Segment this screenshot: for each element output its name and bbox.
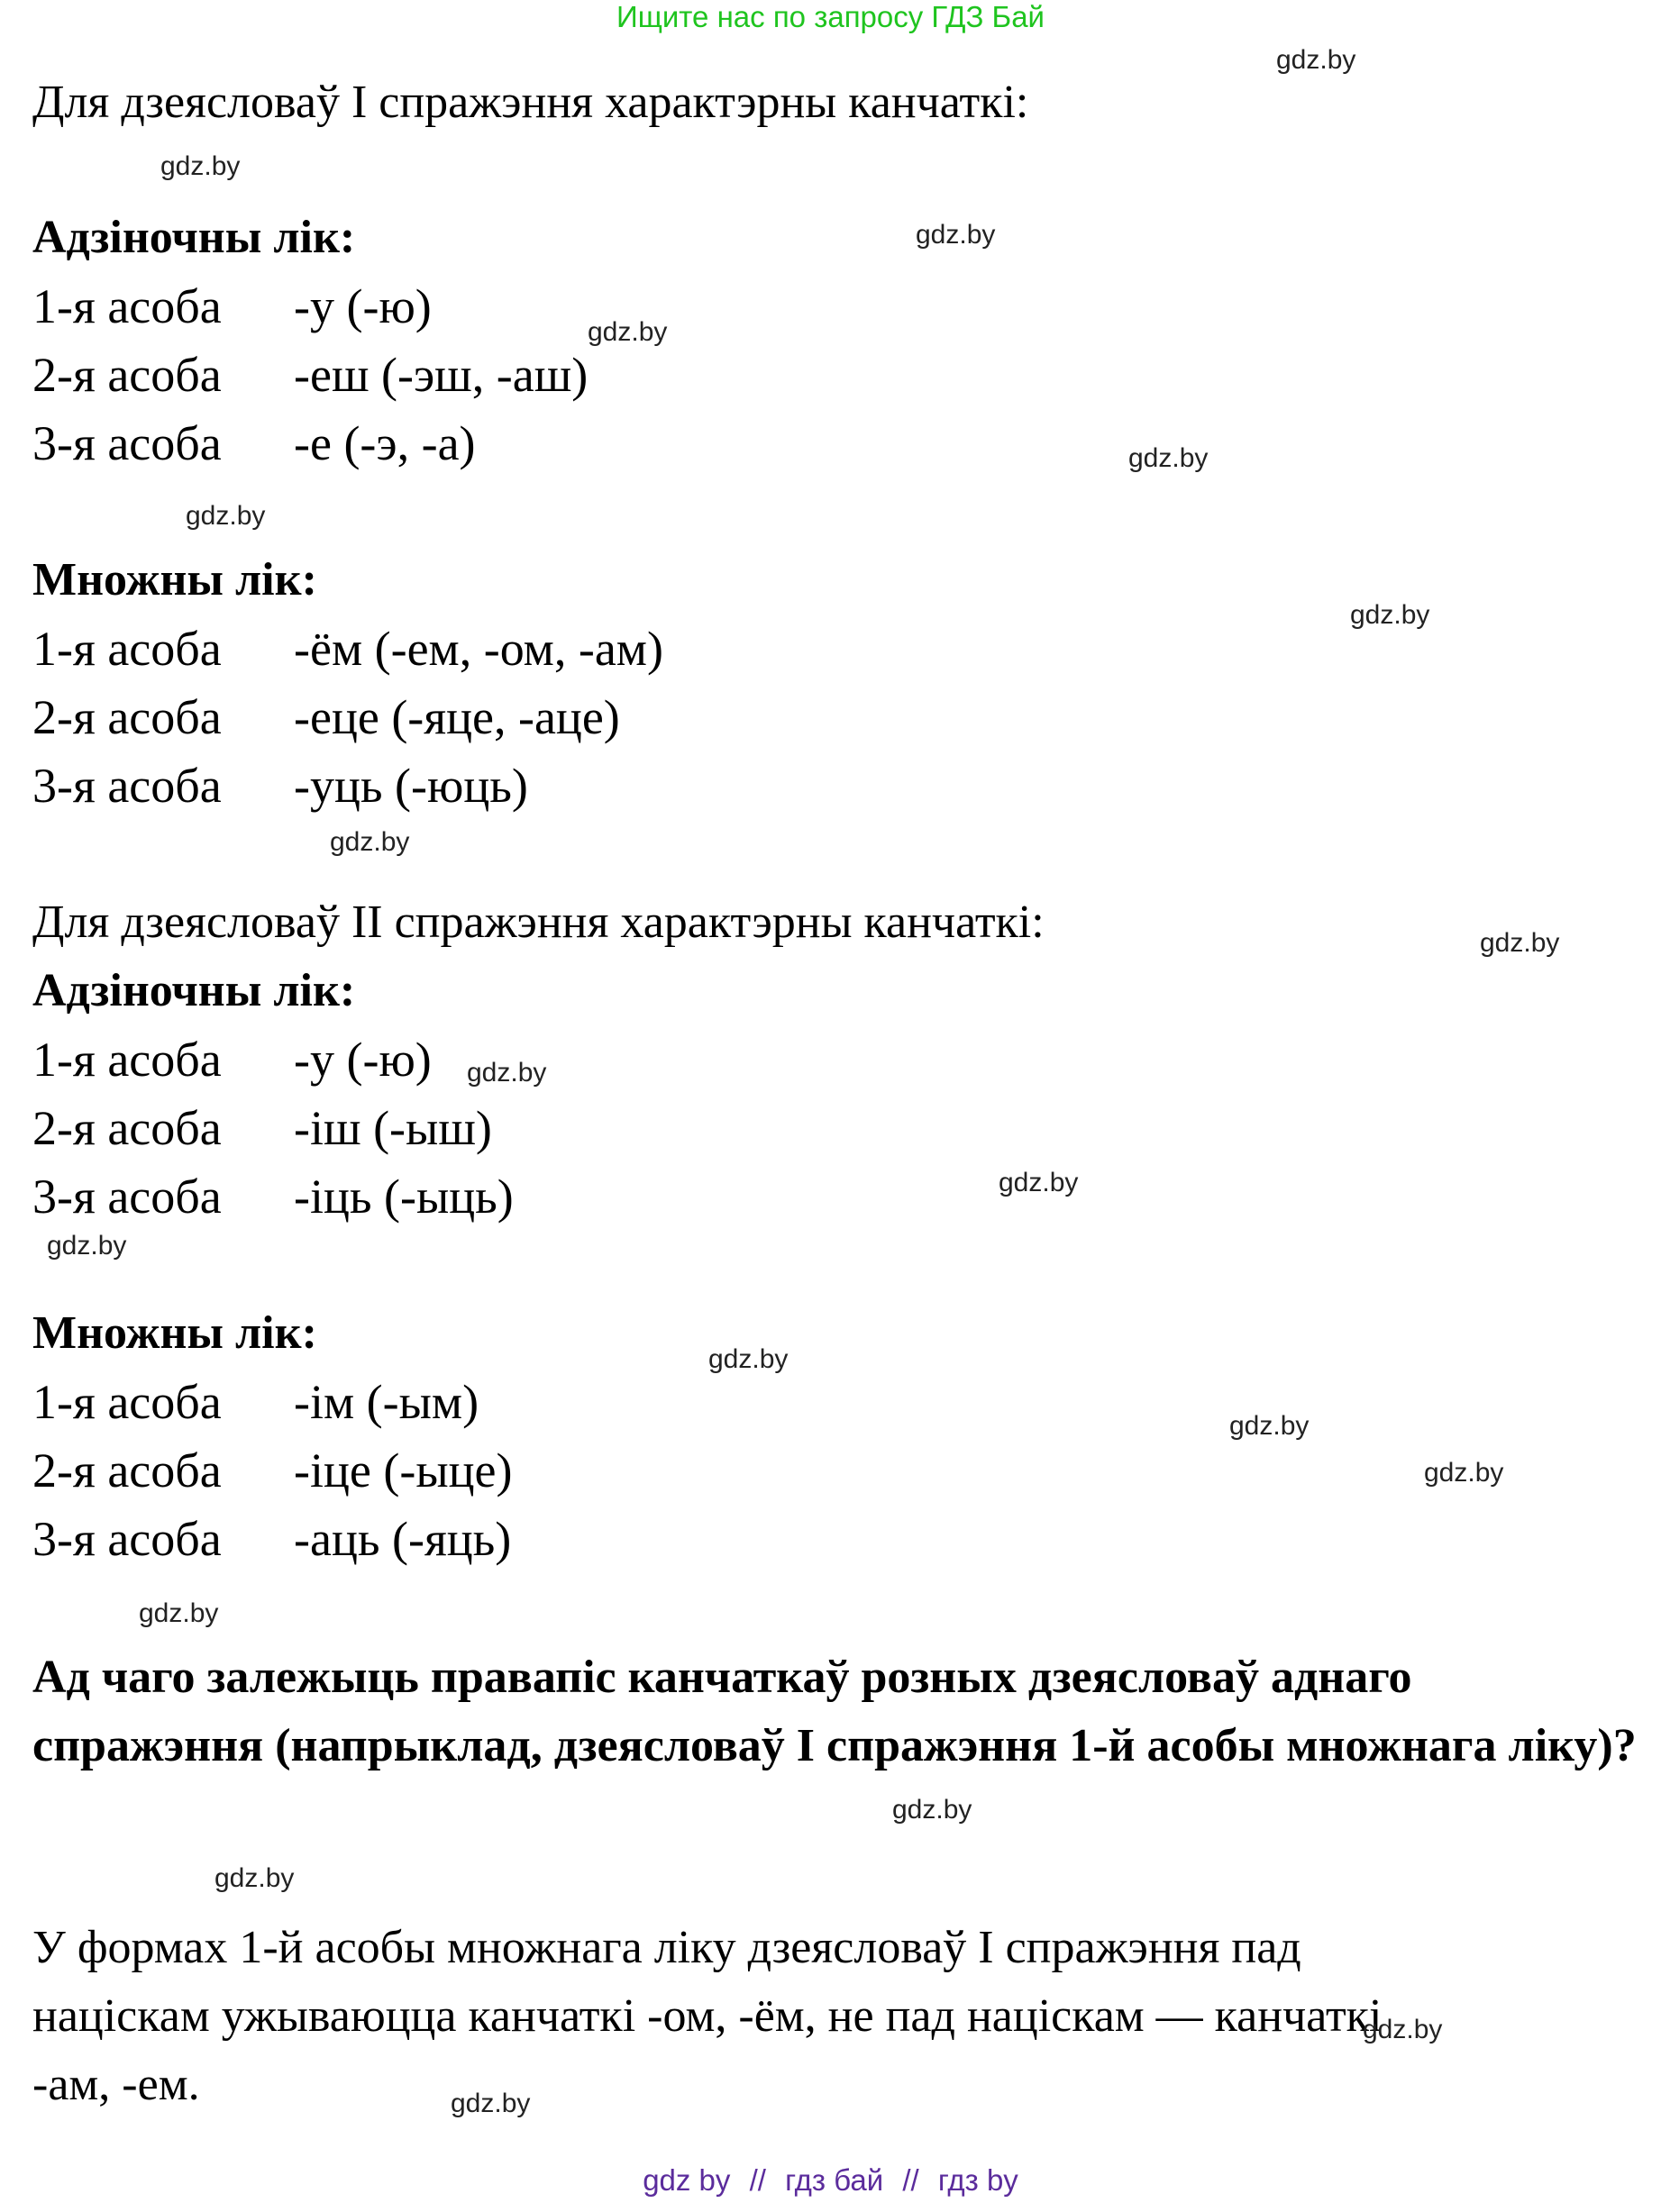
footer-separator: //	[902, 2163, 919, 2197]
footer-separator: //	[749, 2163, 766, 2197]
conj1-singular-heading: Адзіночны лік:	[32, 212, 356, 263]
conj2-singular-heading: Адзіночны лік:	[32, 965, 356, 1016]
ending-text: -е (-э, -а)	[294, 416, 476, 470]
ending-text: -уць (-юць)	[294, 759, 528, 813]
watermark: gdz.by	[1363, 2015, 1443, 2044]
answer-text: У формах 1-й асобы множнага ліку дзеясловаў I спражэння пад націскам ужываюцца канчаткі -ом, -ём, не пад націскам — канчаткі -ам, -ем.	[32, 1922, 1383, 2110]
conj1-singular-row-2	[32, 348, 588, 402]
ending-text: -аць (-яць)	[294, 1512, 512, 1566]
ending-text: -іць (-ыць)	[294, 1170, 514, 1224]
watermark: gdz.by	[1229, 1411, 1310, 1441]
footer-link-gdz-bai[interactable]: гдз бай	[785, 2163, 884, 2197]
watermark: gdz.by	[330, 827, 410, 857]
person-label: 2-я асоба	[32, 1101, 222, 1155]
watermark: gdz.by	[588, 317, 668, 347]
ending-text: -еце (-яце, -аце)	[294, 690, 620, 744]
person-label: 3-я асоба	[32, 1512, 222, 1566]
person-label: 2-я асоба	[32, 1443, 222, 1497]
conj2-intro: Для дзеясловаў II спражэння характэрны канчаткі:	[32, 897, 1045, 948]
footer-link-gdz-by-cyr[interactable]: гдз by	[937, 2163, 1018, 2197]
conj1-singular-row-3	[32, 416, 476, 470]
person-label: 3-я асоба	[32, 1170, 222, 1224]
footer-link-gdz-by[interactable]: gdz by	[643, 2163, 731, 2197]
watermark: gdz.by	[47, 1231, 127, 1261]
conj1-plural-heading: Множны лік:	[32, 554, 317, 605]
person-label: 3-я асоба	[32, 759, 222, 813]
conj2-singular-row-2	[32, 1101, 492, 1155]
conj2-plural-heading: Множны лік:	[32, 1307, 317, 1359]
watermark: gdz.by	[916, 220, 996, 250]
ending-text: -ём (-ем, -ом, -ам)	[294, 622, 663, 676]
watermark: gdz.by	[1276, 45, 1356, 75]
watermark: gdz.by	[892, 1795, 972, 1825]
ending-text: -у (-ю)	[294, 279, 432, 333]
footer-links	[0, 2162, 1661, 2198]
conj1-plural-row-3	[32, 759, 528, 813]
watermark: gdz.by	[1480, 928, 1560, 958]
person-label: 1-я асоба	[32, 1033, 222, 1087]
conj1-intro: Для дзеясловаў I спражэння характэрны канчаткі:	[32, 77, 1029, 128]
watermark: gdz.by	[160, 151, 241, 181]
person-label: 1-я асоба	[32, 1375, 222, 1429]
ending-text: -іш (-ыш)	[294, 1101, 492, 1155]
ending-text: -еш (-эш, -аш)	[294, 348, 589, 402]
person-label: 3-я асоба	[32, 416, 222, 470]
watermark: gdz.by	[708, 1344, 789, 1374]
watermark: gdz.by	[1128, 443, 1209, 473]
watermark: gdz.by	[1350, 600, 1430, 630]
conj1-plural-row-1	[32, 622, 663, 676]
watermark: gdz.by	[451, 2089, 531, 2118]
conj1-plural-row-2	[32, 690, 620, 744]
watermark: gdz.by	[1424, 1458, 1504, 1488]
conj2-plural-row-1	[32, 1375, 479, 1429]
conj1-singular-row-1	[32, 279, 432, 333]
conj2-plural-row-3	[32, 1512, 511, 1566]
search-banner[interactable]: Ищите нас по запросу ГДЗ Бай	[616, 0, 1045, 33]
watermark: gdz.by	[467, 1058, 547, 1088]
question-text: Ад чаго залежыць правапіс канчаткаў розных дзеясловаў аднаго спражэння (напрыклад, дзеясловаў I спражэння 1-й асобы множнага ліку)?	[32, 1652, 1637, 1771]
ending-text: -ім (-ым)	[294, 1375, 479, 1429]
conj2-singular-row-3	[32, 1170, 514, 1224]
person-label: 1-я асоба	[32, 622, 222, 676]
conj2-plural-row-2	[32, 1443, 512, 1497]
watermark: gdz.by	[999, 1168, 1079, 1197]
conj2-singular-row-1	[32, 1033, 432, 1087]
ending-text: -іце (-ыце)	[294, 1443, 513, 1497]
person-label: 1-я асоба	[32, 279, 222, 333]
watermark: gdz.by	[186, 501, 266, 531]
watermark: gdz.by	[139, 1598, 219, 1628]
person-label: 2-я асоба	[32, 348, 222, 402]
ending-text: -у (-ю)	[294, 1033, 432, 1087]
person-label: 2-я асоба	[32, 690, 222, 744]
watermark: gdz.by	[214, 1863, 295, 1893]
